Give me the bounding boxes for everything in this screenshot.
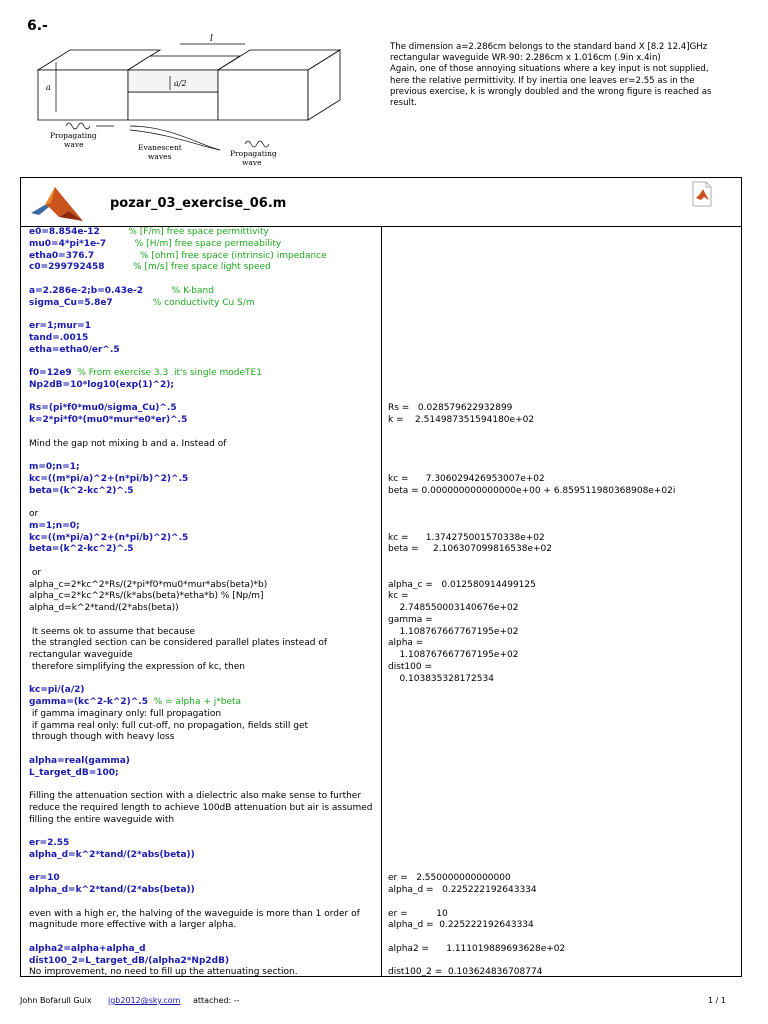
note-line: through though with heavy loss xyxy=(29,732,175,743)
matlab-logo-icon xyxy=(29,181,85,223)
intro-line: here the relative permittivity. If by inertia one leaves er=2.55 as in the xyxy=(390,75,695,86)
code-statement: sigma_Cu=5.8e7 xyxy=(29,297,113,308)
figure-label-prop-right-1: Propagating xyxy=(230,149,277,158)
code-statement: er=10 xyxy=(29,873,60,884)
waveguide-figure xyxy=(30,30,360,170)
footer-author: John Bofarull Guix xyxy=(20,996,92,1005)
output-line: er = 10 xyxy=(388,908,448,919)
code-comment: % [m/s] free space light speed xyxy=(104,262,271,273)
intro-line: result. xyxy=(390,98,418,109)
note-line: Mind the gap not mixing b and a. Instead of xyxy=(29,438,227,449)
note-line: therefore simplifying the expression of kc, then xyxy=(29,661,245,672)
output-line: alpha_c = 0.012580914499125 xyxy=(388,579,536,590)
figure-label-evanescent-2: waves xyxy=(148,152,172,161)
note-line: reduce the required length to achieve 100dB attenuation but air is assumed xyxy=(29,802,373,813)
output-line: 1.108767667767195e+02 xyxy=(388,626,519,637)
note-line: even with a high er, the halving of the waveguide is more than 1 order of xyxy=(29,908,360,919)
intro-line: rectangular waveguide WR-90: 2.286cm x 1.016cm (.9in x.4in) xyxy=(390,53,661,64)
code-statement: m=1;n=0; xyxy=(29,520,80,531)
figure-label-a: a xyxy=(46,83,51,92)
output-line: gamma = xyxy=(388,614,433,625)
code-statement: kc=((m*pi/a)^2+(n*pi/b)^2)^.5 xyxy=(29,532,189,543)
matlab-file-icon[interactable] xyxy=(691,181,713,207)
code-statement: beta=(k^2-kc^2)^.5 xyxy=(29,544,134,555)
code-statement: beta=(k^2-kc^2)^.5 xyxy=(29,485,134,496)
code-comment: % From exercise 3.3 it's single modeTE1 xyxy=(71,368,262,378)
intro-line: Again, one of those annoying situations where a key input is not supplied, xyxy=(390,64,709,75)
figure-label-evanescent-1: Evanescent xyxy=(138,143,182,152)
output-line: kc = 1.374275001570338e+02 xyxy=(388,532,545,543)
output-column xyxy=(21,226,741,976)
intro-line: previous exercise, k is wrongly doubled and the wrong figure is reached as xyxy=(390,86,712,97)
code-statement: alpha=real(gamma) xyxy=(29,755,130,766)
code-statement: f0=12e9 xyxy=(29,368,72,378)
output-line: 2.748550003140676e+02 xyxy=(388,603,519,613)
output-line: k = 2.514987351594180e+02 xyxy=(388,415,535,425)
footer-page-number: 1 / 1 xyxy=(708,996,726,1005)
code-statement: alpha_d=k^2*tand/(2*abs(beta)) xyxy=(29,849,195,860)
code-statement: m=0;n=1; xyxy=(29,462,80,472)
note-line: or xyxy=(29,509,39,519)
output-line: kc = 7.306029426953007e+02 xyxy=(388,473,545,484)
note-line: alpha_d=k^2*tand/(2*abs(beta)) xyxy=(29,603,179,613)
code-statement: etha=etha0/er^.5 xyxy=(29,344,120,355)
note-line: alpha_c=2*kc^2*Rs/(2*pi*f0*mu0*mur*abs(beta)*b) xyxy=(29,579,268,590)
note-line: Filling the attenuation section with a dielectric also make sense to further xyxy=(29,791,362,801)
exercise-number: 6.- xyxy=(27,18,48,34)
note-line: magnitude more effective with a larger alpha. xyxy=(29,920,237,931)
code-comment: % [ohm] free space (intrinsic) impedance xyxy=(94,250,327,261)
output-line: dist100 = xyxy=(388,661,433,672)
code-comment: % conductivity Cu S/m xyxy=(112,297,255,308)
code-statement: kc=((m*pi/a)^2+(n*pi/b)^2)^.5 xyxy=(29,473,189,484)
code-statement: Np2dB=10*log10(exp(1)^2); xyxy=(29,379,175,390)
intro-line: The dimension a=2.286cm belongs to the standard band X [8.2 12.4]GHz xyxy=(390,42,708,52)
code-statement: gamma=(kc^2-k^2)^.5 xyxy=(29,697,148,707)
output-line: beta = 2.106307099816538e+02 xyxy=(388,544,553,555)
output-line: beta = 0.000000000000000e+00 + 6.859511980368908e+02i xyxy=(388,485,676,496)
figure-label-prop-left-2: wave xyxy=(64,140,84,149)
figure-label-prop-right-2: wave xyxy=(242,158,262,167)
code-comment: % = alpha + j*beta xyxy=(147,697,242,707)
note-line: if gamma imaginary only: full propagation xyxy=(29,708,222,719)
figure-label-a2: a/2 xyxy=(174,79,187,88)
code-statement: Rs=(pi*f0*mu0/sigma_Cu)^.5 xyxy=(29,403,177,414)
note-line: No improvement, no need to fill up the attenuating section. xyxy=(29,967,298,978)
output-line: alpha_d = 0.225222192643334 xyxy=(388,885,537,895)
code-statement: e0=8.854e-12 xyxy=(29,227,100,237)
code-statement: k=2*pi*f0*(mu0*mur*e0*er)^.5 xyxy=(29,415,188,425)
note-line: filling the entire waveguide with xyxy=(29,814,175,825)
output-line: alpha_d = 0.225222192643334 xyxy=(388,920,534,931)
output-line: alpha = xyxy=(388,638,424,649)
figure-label-l: l xyxy=(210,34,213,44)
intro-text xyxy=(390,42,745,109)
code-statement: er=2.55 xyxy=(29,838,70,848)
note-line: if gamma real only: full cut-off, no propagation, fields still get xyxy=(29,720,309,731)
code-comment: % K-band xyxy=(143,285,214,296)
output-line: dist100_2 = 0.103624836708774 xyxy=(388,967,543,978)
note-line: It seems ok to assume that because xyxy=(29,626,196,637)
output-line: kc = xyxy=(388,591,409,602)
output-line: er = 2.550000000000000 xyxy=(388,873,511,884)
output-line: 1.108767667767195e+02 xyxy=(388,650,519,660)
output-line: alpha2 = 1.111019889693628e+02 xyxy=(388,943,566,954)
script-title: pozar_03_exercise_06.m xyxy=(110,196,287,211)
code-statement: etha0=376.7 xyxy=(29,250,95,261)
code-statement: tand=.0015 xyxy=(29,332,89,343)
script-header xyxy=(21,178,741,227)
output-line: Rs = 0.028579622932899 xyxy=(388,403,513,414)
figure-label-prop-left-1: Propagating xyxy=(50,131,97,140)
code-comment: % [H/m] free space permeability xyxy=(106,238,282,249)
code-statement: er=1;mur=1 xyxy=(29,321,91,331)
note-line: or xyxy=(29,567,42,578)
code-comment: % [F/m] free space permittivity xyxy=(99,227,269,237)
code-statement: a=2.286e-2;b=0.43e-2 xyxy=(29,285,144,296)
footer-email-link[interactable]: jgb2012@sky.com xyxy=(108,996,181,1005)
code-statement: dist100_2=L_target_dB/(alpha2*Np2dB) xyxy=(29,955,230,966)
code-statement: alpha_d=k^2*tand/(2*abs(beta)) xyxy=(29,885,195,895)
script-box xyxy=(20,177,742,977)
note-line: the strangled section can be considered parallel plates instead of xyxy=(29,638,327,649)
code-statement: mu0=4*pi*1e-7 xyxy=(29,238,107,249)
output-line: 0.103835328172534 xyxy=(388,673,494,684)
code-statement: c0=299792458 xyxy=(29,262,105,273)
code-statement: L_target_dB=100; xyxy=(29,767,119,778)
note-line: alpha_c=2*kc^2*Rs/(k*abs(beta)*etha*b) % [Np/m] xyxy=(29,591,264,602)
footer-attached: attached: -- xyxy=(193,996,240,1005)
code-statement: kc=pi/(a/2) xyxy=(29,685,85,696)
code-statement: alpha2=alpha+alpha_d xyxy=(29,943,146,954)
note-line: rectangular waveguide xyxy=(29,650,133,660)
